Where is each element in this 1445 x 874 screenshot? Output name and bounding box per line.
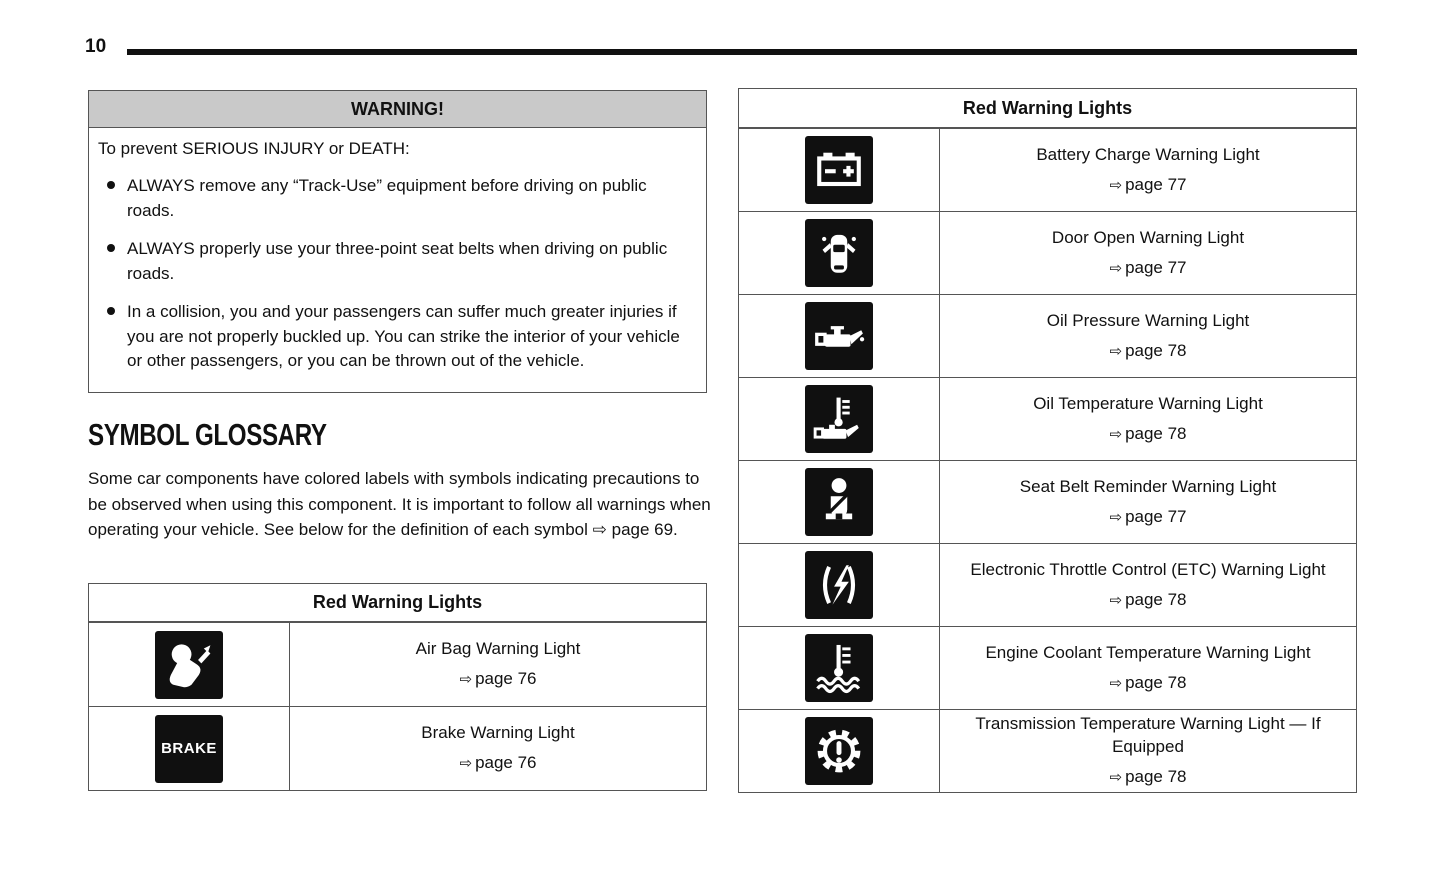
warning-box-body	[89, 128, 706, 392]
air-bag-warning-icon	[155, 631, 223, 699]
table-row	[739, 626, 1356, 709]
transmission-temperature-warning-icon	[805, 717, 873, 785]
warning-light-label: Electronic Throttle Control (ETC) Warning Light	[970, 559, 1326, 579]
table-row	[739, 460, 1356, 543]
warning-bullet-text: In a collision, you and your passengers can suffer much greater injuries if you are not properly buckled up. You can strike the interior of your vehicle or other passengers, or you can be thrown out of the vehicle.	[127, 302, 680, 371]
table-header: Red Warning Lights	[739, 89, 1356, 128]
right-arrow-icon: ⇨	[1109, 259, 1123, 277]
oil-pressure-warning-icon	[805, 302, 873, 370]
right-arrow-icon: ⇨	[1109, 425, 1123, 443]
table-row	[89, 706, 706, 790]
door-open-warning-icon	[805, 219, 873, 287]
page-number: 10	[85, 36, 107, 57]
warning-light-label: Engine Coolant Temperature Warning Light	[985, 642, 1311, 662]
oil-temperature-warning-icon	[805, 385, 873, 453]
right-arrow-icon: ⇨	[459, 671, 473, 688]
brake-warning-icon: BRAKE	[155, 715, 223, 783]
warning-bullet	[98, 174, 695, 223]
warning-light-label: Brake Warning Light	[421, 723, 575, 743]
table-header: Red Warning Lights	[89, 584, 706, 622]
engine-coolant-temperature-warning-icon	[805, 634, 873, 702]
warning-light-label: Oil Pressure Warning Light	[1046, 310, 1250, 330]
glossary-page-reference: ⇨ page 69.	[592, 520, 678, 539]
page-reference: ⇨ page 77	[1109, 174, 1187, 194]
glossary-paragraph	[88, 466, 712, 543]
table-row	[739, 377, 1356, 460]
table-row	[739, 211, 1356, 294]
page-reference: ⇨ page 76	[459, 753, 537, 772]
table-row	[739, 543, 1356, 626]
warning-bullet	[98, 300, 695, 373]
table-row	[739, 294, 1356, 377]
warning-light-label: Battery Charge Warning Light	[1036, 144, 1260, 164]
section-heading-symbol-glossary: SYMBOL GLOSSARY	[88, 417, 327, 452]
battery-charge-warning-icon	[805, 136, 873, 204]
seat-belt-reminder-warning-icon	[805, 468, 873, 536]
bullet-icon	[107, 307, 115, 315]
page-reference: ⇨ page 78	[1109, 589, 1187, 609]
right-arrow-icon: ⇨	[1109, 768, 1123, 786]
red-warning-lights-table-right	[738, 88, 1357, 793]
page-reference: ⇨ page 77	[1109, 506, 1187, 526]
etc-warning-icon	[805, 551, 873, 619]
page-reference: ⇨ page 76	[459, 669, 537, 688]
warning-box	[88, 90, 707, 393]
right-arrow-icon: ⇨	[1109, 342, 1123, 360]
page-reference: ⇨ page 77	[1109, 257, 1187, 277]
table-row	[739, 709, 1356, 792]
top-rule	[127, 49, 1357, 55]
warning-bullet-text: ALWAYS properly use your three-point seat belts when driving on public roads.	[127, 239, 668, 283]
warning-light-label: Air Bag Warning Light	[415, 639, 581, 659]
warning-box-title: WARNING!	[89, 91, 706, 128]
warning-intro: To prevent SERIOUS INJURY or DEATH:	[98, 139, 410, 158]
page-reference: ⇨ page 78	[1109, 672, 1187, 692]
table-row	[89, 622, 706, 706]
warning-light-label: Seat Belt Reminder Warning Light	[1019, 476, 1277, 496]
bullet-icon	[107, 181, 115, 189]
right-arrow-icon: ⇨	[459, 755, 473, 772]
page-reference: ⇨ page 78	[1109, 423, 1187, 443]
red-warning-lights-table-left	[88, 583, 707, 791]
warning-light-label: Door Open Warning Light	[1051, 227, 1245, 247]
right-arrow-icon: ⇨	[1109, 508, 1123, 526]
page-reference: ⇨ page 78	[1109, 340, 1187, 360]
warning-bullet-text: ALWAYS remove any “Track-Use” equipment before driving on public roads.	[127, 176, 647, 220]
glossary-paragraph-text: Some car components have colored labels with symbols indicating precautions to be observed when using this component. It is important to follow all warnings when operating your vehicle. See below for the definition of each symbol	[88, 469, 711, 539]
page-reference: ⇨ page 78	[1109, 766, 1187, 786]
warning-bullet	[98, 237, 695, 286]
right-arrow-icon: ⇨	[1109, 591, 1123, 609]
right-arrow-icon: ⇨	[1109, 674, 1123, 692]
bullet-icon	[107, 244, 115, 252]
right-arrow-icon: ⇨	[1109, 176, 1123, 194]
warning-light-label: Transmission Temperature Warning Light — If Equipped	[975, 714, 1321, 757]
warning-light-label: Oil Temperature Warning Light	[1033, 393, 1263, 413]
table-row	[739, 128, 1356, 211]
